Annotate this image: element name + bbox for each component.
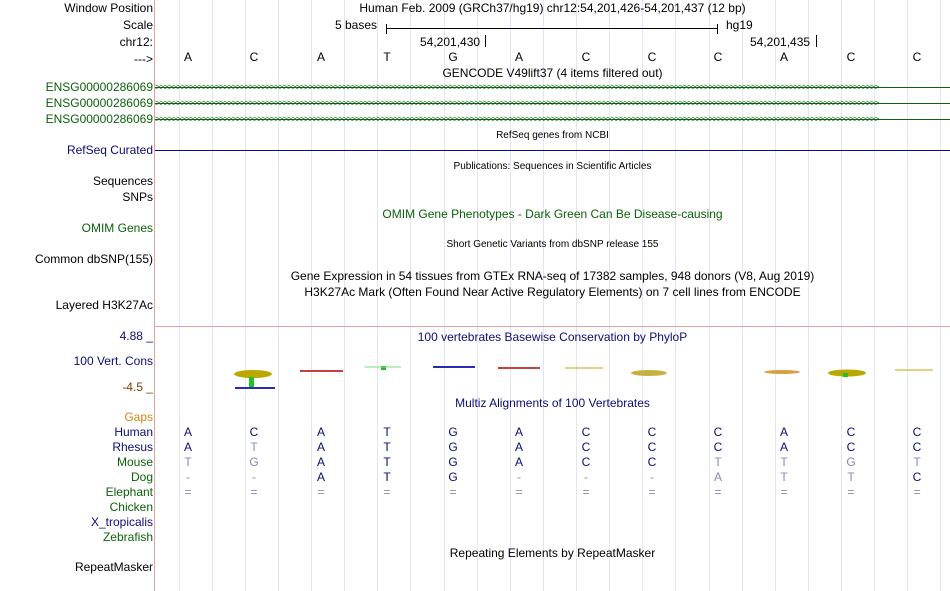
- alignment-base: -: [584, 470, 588, 484]
- alignment-base: T: [250, 440, 258, 454]
- alignment-base: A: [316, 455, 325, 469]
- alignment-base: A: [514, 440, 523, 454]
- track-label[interactable]: ENSG00000286069: [45, 112, 153, 126]
- track-label[interactable]: Layered H3K27Ac: [55, 298, 153, 312]
- alignment-base: C: [581, 425, 591, 439]
- alignment-base: T: [913, 455, 921, 469]
- alignment-base: T: [184, 455, 192, 469]
- alignment-base: C: [581, 455, 591, 469]
- scale-label: 5 bases: [335, 18, 378, 32]
- ruler-coordinate-2: 54,201,435: [750, 35, 811, 49]
- phylop-mark-c2: [631, 370, 667, 376]
- alignment-base: G: [448, 470, 458, 484]
- alignment-base: T: [780, 470, 788, 484]
- phylop-logo-c: [234, 370, 275, 388]
- base-letter: A: [779, 50, 788, 64]
- alignment-base: A: [183, 440, 192, 454]
- alignment-base: =: [913, 485, 921, 499]
- alignment-base: C: [713, 440, 723, 454]
- alignment-base: =: [847, 485, 855, 499]
- alignment-base: A: [779, 425, 788, 439]
- alignment-base: =: [250, 485, 258, 499]
- track-label[interactable]: chr12:: [119, 35, 153, 49]
- alignment-base: =: [714, 485, 722, 499]
- phylop-logo-c3: [828, 370, 866, 378]
- alignment-base: T: [847, 470, 855, 484]
- alignment-base: -: [517, 470, 521, 484]
- alignment-base: C: [846, 440, 856, 454]
- alignment-base: T: [383, 440, 391, 454]
- track-label[interactable]: 100 Vert. Cons: [73, 354, 153, 368]
- alignment-base: -: [650, 470, 654, 484]
- alignment-base: =: [780, 485, 788, 499]
- track-label[interactable]: Scale: [122, 18, 153, 32]
- base-letter: C: [912, 50, 922, 64]
- track-title[interactable]: Repeating Elements by RepeatMasker: [449, 546, 656, 560]
- alignment-base: =: [184, 485, 192, 499]
- alignment-base: T: [780, 455, 788, 469]
- track-label[interactable]: SNPs: [122, 190, 153, 204]
- track-label[interactable]: Human: [114, 425, 153, 439]
- track-title[interactable]: OMIM Gene Phenotypes - Dark Green Can Be Disease-causing: [382, 207, 723, 221]
- track-label[interactable]: Window Position: [64, 1, 153, 15]
- alignment-base: G: [448, 425, 458, 439]
- alignment-base: A: [713, 470, 722, 484]
- gencode-gene-2[interactable]: >>>>>>>>>>>>>>>>>>>>>>>>>>>>>>>>>>>>>>>>>>>>>>>>>>>>>>>>>>>>>>>>>>>>>>>>>>>>>>>>>>>>>>>>>>>>>>>>>>>>>>>>>>>>>>>>>>>>>>>>>>>>>>>>>>>>>>>>>>>>>>>>>>>>>>>>>>>>>>>>>>>>>>>>>>: [155, 96, 950, 110]
- refseq-gene-line[interactable]: [155, 150, 950, 151]
- track-title[interactable]: Short Genetic Variants from dbSNP release 155: [446, 239, 659, 250]
- alignment-base: =: [582, 485, 590, 499]
- track-title[interactable]: RefSeq genes from NCBI: [496, 130, 609, 141]
- alignment-base: T: [383, 425, 391, 439]
- alignment-base: -: [186, 470, 190, 484]
- track-label[interactable]: Common dbSNP(155): [34, 252, 153, 266]
- phylop-mark-a3: [764, 370, 800, 374]
- track-label[interactable]: Mouse: [116, 455, 153, 469]
- track-label[interactable]: -4.5 _: [122, 380, 153, 394]
- base-letter: C: [581, 50, 591, 64]
- track-label[interactable]: Zebrafish: [102, 530, 153, 544]
- phylop-conservation-plot[interactable]: [155, 340, 950, 400]
- gencode-gene-1[interactable]: >>>>>>>>>>>>>>>>>>>>>>>>>>>>>>>>>>>>>>>>>>>>>>>>>>>>>>>>>>>>>>>>>>>>>>>>>>>>>>>>>>>>>>>>>>>>>>>>>>>>>>>>>>>>>>>>>>>>>>>>>>>>>>>>>>>>>>>>>>>>>>>>>>>>>>>>>>>>>>>>>>>>>>>>>>: [155, 80, 950, 94]
- base-letter: C: [846, 50, 856, 64]
- alignment-base: A: [779, 440, 788, 454]
- alignment-base: C: [249, 425, 259, 439]
- alignment-base: C: [912, 470, 922, 484]
- track-label[interactable]: Elephant: [105, 485, 153, 499]
- base-letter: C: [647, 50, 657, 64]
- track-title[interactable]: Gene Expression in 54 tissues from GTEx RNA-seq of 17382 samples, 948 donors (V8, Aug 2019): [290, 269, 815, 283]
- alignment-base: A: [183, 425, 192, 439]
- alignment-base: C: [647, 425, 657, 439]
- base-letter: C: [713, 50, 723, 64]
- alignment-base: A: [316, 440, 325, 454]
- track-label[interactable]: RepeatMasker: [74, 560, 153, 574]
- alignment-base: G: [448, 440, 458, 454]
- alignment-base: G: [448, 455, 458, 469]
- base-letter: T: [383, 50, 391, 64]
- alignment-base: -: [252, 470, 256, 484]
- alignment-base: =: [317, 485, 325, 499]
- track-label[interactable]: Gaps: [124, 410, 153, 424]
- track-title[interactable]: 100 vertebrates Basewise Conservation by PhyloP: [417, 330, 688, 344]
- track-label-column: [0, 0, 155, 591]
- track-image-area[interactable]: [155, 0, 950, 591]
- track-label[interactable]: Chicken: [109, 500, 153, 514]
- base-letter: A: [316, 50, 325, 64]
- alignment-base: T: [714, 455, 722, 469]
- track-label[interactable]: OMIM Genes: [81, 221, 153, 235]
- track-label[interactable]: ENSG00000286069: [45, 96, 153, 110]
- alignment-base: G: [249, 455, 259, 469]
- base-letter: A: [183, 50, 192, 64]
- alignment-base: A: [316, 470, 325, 484]
- window-position-text: Human Feb. 2009 (GRCh37/hg19) chr12:54,201,426-54,201,437 (12 bp): [359, 1, 746, 15]
- track-title[interactable]: H3K27Ac Mark (Often Found Near Active Regulatory Elements) on 7 cell lines from ENCODE: [304, 285, 801, 299]
- track-label[interactable]: Rhesus: [112, 440, 153, 454]
- track-label[interactable]: ENSG00000286069: [45, 80, 153, 94]
- alignment-base: C: [846, 425, 856, 439]
- alignment-base: =: [648, 485, 656, 499]
- alignment-base: C: [647, 440, 657, 454]
- track-label[interactable]: 4.88 _: [119, 329, 153, 343]
- alignment-base: C: [647, 455, 657, 469]
- track-title[interactable]: GENCODE V49lift37 (4 items filtered out): [442, 66, 663, 80]
- track-title[interactable]: Multiz Alignments of 100 Vertebrates: [455, 396, 650, 410]
- base-letter: C: [249, 50, 259, 64]
- track-label[interactable]: Sequences: [92, 174, 153, 188]
- track-label[interactable]: --->: [134, 52, 153, 66]
- track-label[interactable]: RefSeq Curated: [66, 143, 153, 157]
- alignment-base: =: [449, 485, 457, 499]
- h3k27ac-baseline: [155, 326, 950, 327]
- gencode-gene-3[interactable]: >>>>>>>>>>>>>>>>>>>>>>>>>>>>>>>>>>>>>>>>>>>>>>>>>>>>>>>>>>>>>>>>>>>>>>>>>>>>>>>>>>>>>>>>>>>>>>>>>>>>>>>>>>>>>>>>>>>>>>>>>>>>>>>>>>>>>>>>>>>>>>>>>>>>>>>>>>>>>>>>>>>>>>>>>>: [155, 112, 950, 126]
- alignment-base: G: [846, 455, 856, 469]
- scale-assembly: hg19: [726, 18, 753, 32]
- alignment-base: =: [515, 485, 523, 499]
- alignment-base: A: [514, 425, 523, 439]
- ruler-coordinate-1: 54,201,430: [420, 35, 481, 49]
- alignment-base: T: [383, 470, 391, 484]
- base-letter: A: [514, 50, 523, 64]
- alignment-base: A: [316, 425, 325, 439]
- alignment-base: =: [383, 485, 391, 499]
- base-letter: G: [448, 50, 458, 64]
- track-label[interactable]: Dog: [130, 470, 153, 484]
- alignment-base: C: [912, 425, 922, 439]
- track-label[interactable]: X_tropicalis: [90, 515, 153, 529]
- alignment-base: C: [912, 440, 922, 454]
- track-title[interactable]: Publications: Sequences in Scientific Articles: [453, 161, 652, 172]
- alignment-base: A: [514, 455, 523, 469]
- alignment-base: T: [383, 455, 391, 469]
- alignment-base: C: [713, 425, 723, 439]
- alignment-base: C: [581, 440, 591, 454]
